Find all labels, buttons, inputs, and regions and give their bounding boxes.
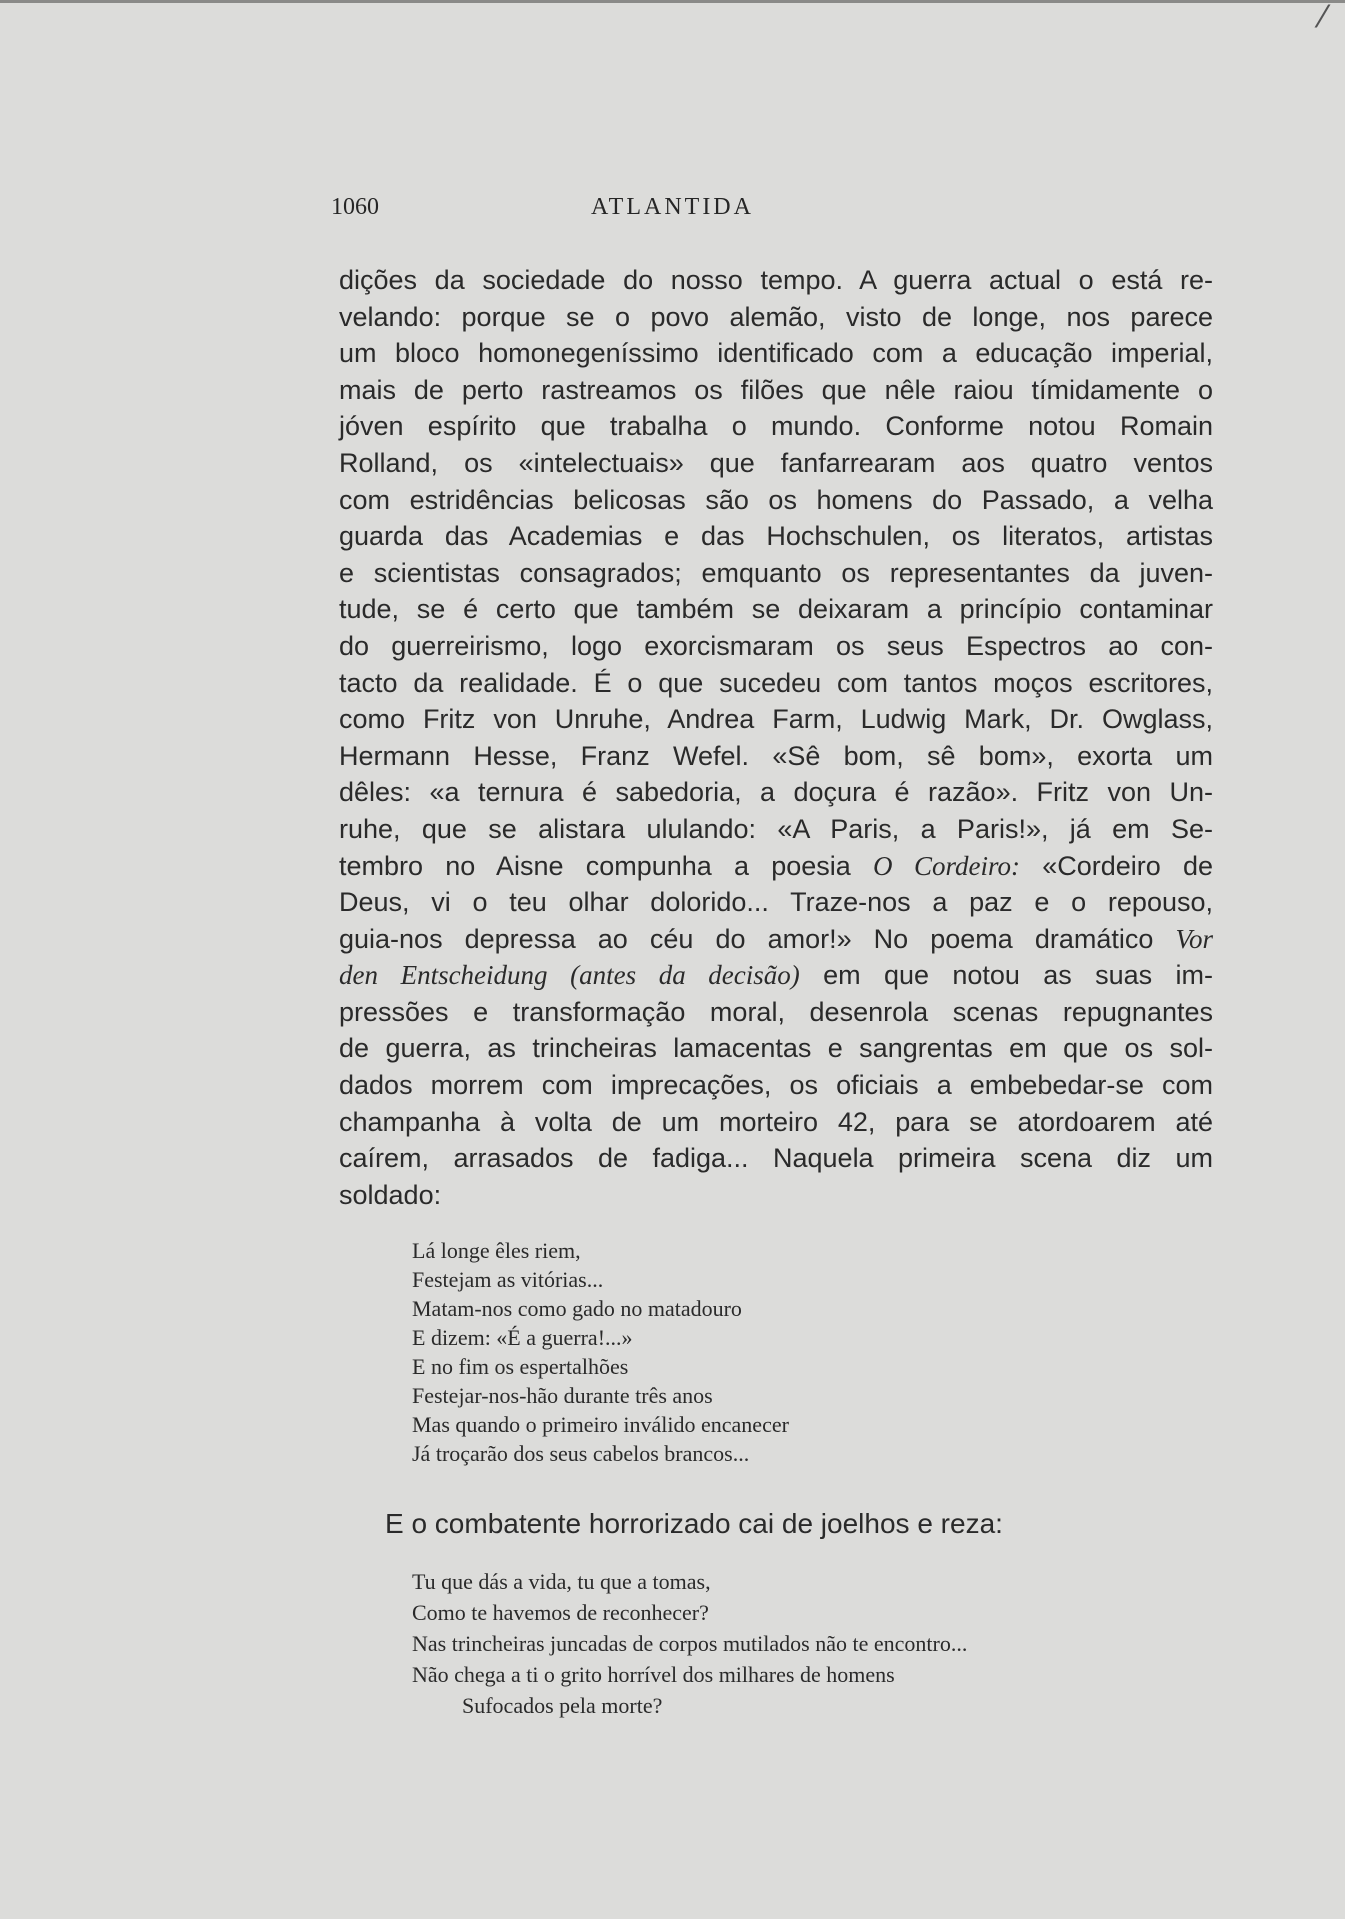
page-top-edge	[0, 0, 1345, 3]
body-line: como Fritz von Unruhe, Andrea Farm, Ludwig Mark, Dr. Owglass,	[339, 704, 1213, 735]
verse-line: Sufocados pela morte?	[462, 1693, 663, 1718]
verse-line: E dizem: «É a guerra!...»	[412, 1325, 633, 1350]
verse-block-soldier	[412, 1236, 789, 1468]
body-line: e scientistas consagrados; emquanto os representantes da juven-	[339, 557, 1213, 588]
body-line: guarda das Academias e das Hochschulen, os literatos, artistas	[339, 521, 1213, 552]
page-header	[0, 194, 1345, 228]
body-line: jóven espírito que trabalha o mundo. Conforme notou Romain	[339, 411, 1213, 442]
body-line: soldado:	[339, 1179, 442, 1210]
body-line: Hermann Hesse, Franz Wefel. «Sê bom, sê bom», exorta um	[339, 740, 1213, 771]
verse-line: Não chega a ti o grito horrível dos milhares de homens	[412, 1662, 895, 1687]
body-line: guia-nos depressa ao céu do amor!» No poema dramático Vor	[339, 923, 1213, 954]
verse-line: Como te havemos de reconhecer?	[412, 1600, 709, 1625]
body-line: caírem, arrasados de fadiga... Naquela primeira scena diz um	[339, 1143, 1213, 1174]
verse-line: Já troçarão dos seus cabelos brancos...	[412, 1441, 750, 1466]
body-line: Deus, vi o teu olhar dolorido... Traze-nos a paz e o repouso,	[339, 887, 1213, 918]
body-line: tude, se é certo que também se deixaram a princípio contaminar	[339, 594, 1213, 625]
body-line: com estridências belicosas são os homens do Passado, a velha	[339, 484, 1213, 515]
body-line: champanha à volta de um morteiro 42, para se atordoarem até	[339, 1106, 1213, 1137]
body-line: ruhe, que se alistara ululando: «A Paris, a Paris!», já em Se-	[339, 813, 1213, 844]
body-line: um bloco homonegeníssimo identificado com a educação imperial,	[339, 338, 1213, 369]
verse-line: E no fim os espertalhões	[412, 1354, 629, 1379]
verse-line: Tu que dás a vida, tu que a tomas,	[412, 1569, 711, 1594]
body-line: velando: porque se o povo alemão, visto de longe, nos parece	[339, 301, 1213, 332]
verse-line: Festejar-nos-hão durante três anos	[412, 1383, 713, 1408]
verse-line: Matam-nos como gado no matadouro	[412, 1296, 742, 1321]
body-line: pressões e transformação moral, desenrola scenas repugnantes	[339, 996, 1213, 1027]
body-line: den Entscheidung (antes da decisão) em que notou as suas im-	[339, 960, 1213, 991]
page-number: 1060	[331, 194, 379, 220]
verse-line: Lá longe êles riem,	[412, 1238, 581, 1263]
body-line: dições da sociedade do nosso tempo. A guerra actual o está re-	[339, 265, 1213, 295]
verse-line: Festejam as vitórias...	[412, 1267, 604, 1292]
verse-line: Mas quando o primeiro inválido encanecer	[412, 1412, 789, 1437]
body-line: do guerreirismo, logo exorcismaram os seus Espectros ao con-	[339, 630, 1213, 661]
body-line: dados morrem com imprecações, os oficiais a embebedar-se com	[339, 1070, 1213, 1101]
body-line: tacto da realidade. É o que sucedeu com tantos moços escritores,	[339, 667, 1213, 698]
body-paragraph	[339, 262, 1213, 1213]
running-title: ATLANTIDA	[591, 194, 754, 220]
corner-mark: ⁄	[1319, 0, 1325, 35]
body-line: tembro no Aisne compunha a poesia O Cordeiro: «Cordeiro de	[339, 850, 1213, 881]
body-line: mais de perto rastreamos os filões que nêle raiou tímidamente o	[339, 374, 1213, 405]
verse-block-prayer	[412, 1566, 967, 1721]
body-line: dêles: «a ternura é sabedoria, a doçura é razão». Fritz von Un-	[339, 777, 1213, 808]
body-line: Rolland, os «intelectuais» que fanfarrearam aos quatro ventos	[339, 447, 1213, 478]
verse-line: Nas trincheiras juncadas de corpos mutilados não te encontro...	[412, 1631, 968, 1656]
transition-line: E o combatente horrorizado cai de joelhos e reza:	[385, 1508, 1003, 1539]
body-line: de guerra, as trincheiras lamacentas e sangrentas em que os sol-	[339, 1033, 1213, 1064]
